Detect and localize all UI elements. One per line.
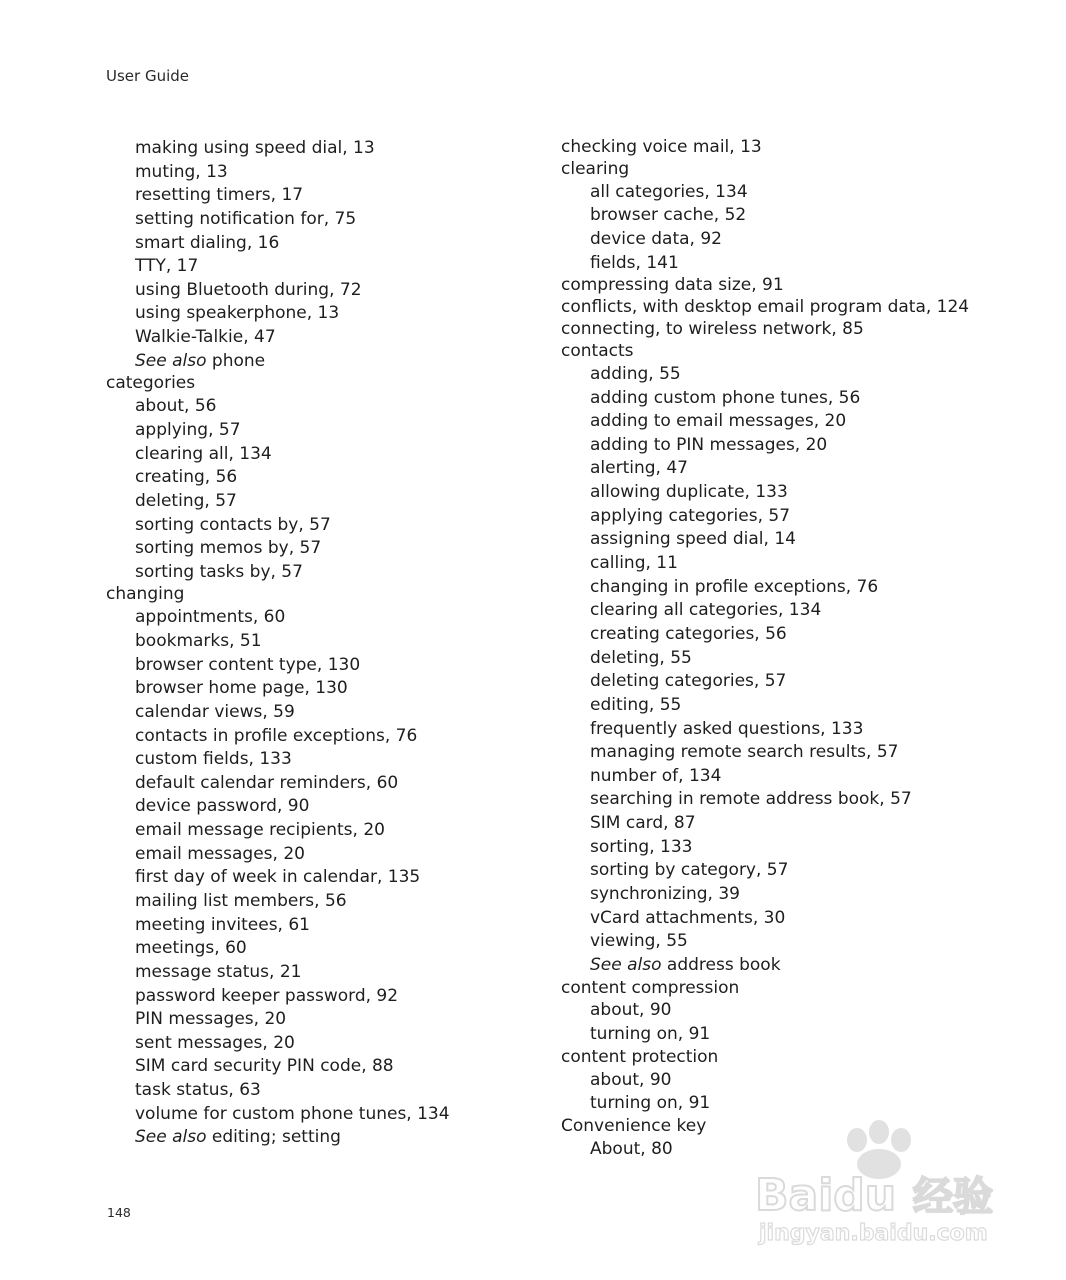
index-entry-text: smart dialing, 16 bbox=[135, 232, 280, 253]
index-entry-text: default calendar reminders, 60 bbox=[135, 772, 399, 793]
index-subentry bbox=[561, 434, 1041, 458]
index-subentry bbox=[561, 228, 1041, 252]
index-subentry bbox=[561, 718, 1041, 742]
index-entry-text: making using speed dial, 13 bbox=[135, 138, 375, 158]
index-entry-text: adding, 55 bbox=[590, 363, 681, 384]
index-subentry bbox=[561, 741, 1041, 765]
index-subentry bbox=[106, 537, 526, 561]
index-subentry bbox=[561, 954, 1041, 978]
index-entry-text: sorting contacts by, 57 bbox=[135, 514, 331, 535]
index-entry-text: phone bbox=[206, 350, 266, 371]
index-subentry bbox=[106, 701, 526, 725]
index-entry-text: adding to PIN messages, 20 bbox=[590, 434, 828, 455]
index-entry-text: using Bluetooth during, 72 bbox=[135, 279, 362, 300]
index-subentry bbox=[561, 252, 1041, 276]
index-entry-text: contacts in profile exceptions, 76 bbox=[135, 725, 418, 746]
index-entry-text: bookmarks, 51 bbox=[135, 630, 262, 651]
index-entry-text: SIM card security PIN code, 88 bbox=[135, 1056, 394, 1077]
index-entry-text: TTY, 17 bbox=[135, 256, 199, 277]
index-subentry bbox=[561, 907, 1041, 931]
index-entry-text: About, 80 bbox=[590, 1138, 673, 1159]
page-number: 148 bbox=[107, 1205, 131, 1220]
index-entry-text: alerting, 47 bbox=[590, 458, 688, 479]
index-heading bbox=[561, 1047, 1041, 1069]
index-entry-text: allowing duplicate, 133 bbox=[590, 482, 788, 503]
index-entry-text: volume for custom phone tunes, 134 bbox=[135, 1103, 450, 1124]
index-subentry bbox=[561, 647, 1041, 671]
index-entry-text: meetings, 60 bbox=[135, 938, 247, 959]
index-entry-text: viewing, 55 bbox=[590, 931, 688, 952]
index-entry-text: browser home page, 130 bbox=[135, 678, 348, 699]
index-subentry bbox=[561, 788, 1041, 812]
index-subentry bbox=[106, 443, 526, 467]
index-entry-text: number of, 134 bbox=[590, 765, 722, 786]
index-heading bbox=[106, 584, 526, 606]
index-subentry bbox=[106, 490, 526, 514]
index-entry-text: device password, 90 bbox=[135, 796, 310, 817]
index-entry-text: creating categories, 56 bbox=[590, 623, 787, 644]
index-subentry bbox=[106, 866, 526, 890]
index-subentry bbox=[561, 999, 1041, 1023]
index-entry-text: synchronizing, 39 bbox=[590, 884, 740, 904]
index-subentry bbox=[561, 576, 1041, 600]
index-entry-text: sorting, 133 bbox=[590, 836, 693, 857]
index-entry-text: content protection bbox=[561, 1046, 719, 1067]
index-subentry bbox=[106, 1126, 526, 1150]
index-entry-text: sorting by category, 57 bbox=[590, 860, 789, 881]
index-subentry bbox=[106, 279, 526, 303]
index-entry-text: managing remote search results, 57 bbox=[590, 742, 899, 763]
index-entry-text: sorting tasks by, 57 bbox=[135, 561, 303, 582]
index-entry-text: task status, 63 bbox=[135, 1080, 261, 1101]
see-also-label: See also bbox=[135, 350, 207, 371]
index-subentry bbox=[106, 395, 526, 419]
index-entry-text: connecting, to wireless network, 85 bbox=[561, 319, 864, 340]
index-subentry bbox=[561, 410, 1041, 434]
index-entry-text: applying, 57 bbox=[135, 419, 241, 440]
index-subentry bbox=[106, 819, 526, 843]
index-entry-text: deleting, 55 bbox=[590, 647, 692, 668]
index-column-left bbox=[106, 137, 526, 1150]
index-entry-text: muting, 13 bbox=[135, 161, 228, 182]
index-subentry bbox=[106, 606, 526, 630]
index-heading bbox=[561, 275, 1041, 297]
index-entry-text: changing in profile exceptions, 76 bbox=[590, 576, 879, 597]
index-entry-text: Walkie-Talkie, 47 bbox=[135, 327, 276, 348]
index-subentry bbox=[106, 302, 526, 326]
baidu-watermark bbox=[745, 1118, 1015, 1248]
index-entry-text: sent messages, 20 bbox=[135, 1032, 295, 1053]
index-subentry bbox=[561, 363, 1041, 387]
index-subentry bbox=[561, 552, 1041, 576]
index-subentry bbox=[106, 1079, 526, 1103]
index-entry-text: Convenience key bbox=[561, 1115, 707, 1136]
index-subentry bbox=[106, 725, 526, 749]
index-subentry bbox=[106, 1032, 526, 1056]
index-entry-text: email messages, 20 bbox=[135, 843, 305, 864]
index-entry-text: content compression bbox=[561, 977, 740, 998]
index-subentry bbox=[106, 961, 526, 985]
index-subentry bbox=[106, 654, 526, 678]
index-heading bbox=[561, 978, 1041, 1000]
index-entry-text: creating, 56 bbox=[135, 467, 238, 488]
index-subentry bbox=[561, 1023, 1041, 1047]
index-subentry bbox=[106, 843, 526, 867]
index-subentry bbox=[106, 255, 526, 279]
index-entry-text: calling, 11 bbox=[590, 553, 678, 574]
index-entry-text: applying categories, 57 bbox=[590, 505, 791, 526]
index-entry-text: fields, 141 bbox=[590, 252, 679, 273]
index-entry-text: resetting timers, 17 bbox=[135, 185, 304, 206]
see-also-label: See also bbox=[135, 1127, 207, 1148]
index-subentry bbox=[106, 890, 526, 914]
index-column-right bbox=[561, 137, 1041, 1161]
index-entry-text: clearing all, 134 bbox=[135, 443, 272, 464]
index-entry-text: address book bbox=[661, 954, 781, 975]
index-entry-text: calendar views, 59 bbox=[135, 701, 295, 722]
index-subentry bbox=[561, 883, 1041, 907]
index-entry-text: browser content type, 130 bbox=[135, 654, 361, 675]
index-subentry bbox=[106, 232, 526, 256]
index-entry-text: contacts bbox=[561, 341, 634, 362]
index-entry-text: checking voice mail, 13 bbox=[561, 137, 762, 157]
index-heading bbox=[561, 297, 1041, 319]
running-header: User Guide bbox=[106, 67, 190, 85]
index-subentry bbox=[561, 481, 1041, 505]
index-subentry bbox=[561, 1069, 1041, 1093]
index-entry-text: about, 90 bbox=[590, 1069, 672, 1090]
index-entry-text: deleting, 57 bbox=[135, 490, 237, 511]
index-heading bbox=[106, 373, 526, 395]
index-entry-text: clearing all categories, 134 bbox=[590, 600, 822, 621]
index-subentry bbox=[561, 181, 1041, 205]
index-entry-text: deleting categories, 57 bbox=[590, 671, 787, 692]
index-entry-text: editing; setting bbox=[206, 1127, 341, 1148]
index-subentry bbox=[561, 505, 1041, 529]
index-heading bbox=[561, 159, 1041, 181]
index-entry-text: appointments, 60 bbox=[135, 607, 286, 628]
index-entry-text: PIN messages, 20 bbox=[135, 1009, 287, 1030]
index-subentry bbox=[106, 1008, 526, 1032]
index-subentry bbox=[106, 326, 526, 350]
index-entry-text: frequently asked questions, 133 bbox=[590, 718, 864, 739]
index-subentry bbox=[561, 859, 1041, 883]
index-entry-text: mailing list members, 56 bbox=[135, 891, 347, 911]
index-entry-text: searching in remote address book, 57 bbox=[590, 789, 912, 810]
index-entry-text: setting notification for, 75 bbox=[135, 208, 357, 229]
index-subentry bbox=[561, 204, 1041, 228]
index-entry-text: browser cache, 52 bbox=[590, 205, 747, 226]
index-subentry bbox=[106, 350, 526, 374]
index-subentry bbox=[106, 914, 526, 938]
index-entry-text: password keeper password, 92 bbox=[135, 985, 399, 1006]
index-subentry bbox=[106, 514, 526, 538]
index-entry-text: sorting memos by, 57 bbox=[135, 538, 322, 559]
index-subentry bbox=[106, 630, 526, 654]
index-entry-text: message status, 21 bbox=[135, 961, 302, 982]
index-subentry bbox=[561, 670, 1041, 694]
index-subentry bbox=[106, 937, 526, 961]
index-subentry bbox=[561, 694, 1041, 718]
index-subentry bbox=[106, 419, 526, 443]
index-subentry bbox=[561, 623, 1041, 647]
index-subentry bbox=[561, 930, 1041, 954]
index-entry-text: about, 90 bbox=[590, 1000, 672, 1021]
index-heading bbox=[561, 137, 1041, 159]
index-heading bbox=[561, 341, 1041, 363]
see-also-label: See also bbox=[590, 954, 662, 975]
index-subentry bbox=[106, 208, 526, 232]
index-subentry bbox=[561, 599, 1041, 623]
index-entry-text: meeting invitees, 61 bbox=[135, 914, 310, 935]
index-subentry bbox=[106, 748, 526, 772]
index-subentry bbox=[561, 457, 1041, 481]
index-entry-text: adding to email messages, 20 bbox=[590, 411, 847, 432]
index-subentry bbox=[106, 1103, 526, 1127]
index-subentry bbox=[561, 387, 1041, 411]
index-entry-text: compressing data size, 91 bbox=[561, 275, 784, 296]
watermark-url: jingyan.baidu.com bbox=[759, 1221, 988, 1246]
index-entry-text: adding custom phone tunes, 56 bbox=[590, 387, 861, 408]
index-entry-text: changing bbox=[106, 584, 185, 605]
index-subentry bbox=[106, 161, 526, 185]
index-entry-text: device data, 92 bbox=[590, 229, 722, 250]
index-subentry bbox=[561, 836, 1041, 860]
index-subentry bbox=[106, 184, 526, 208]
index-entry-text: about, 56 bbox=[135, 396, 217, 417]
index-entry-text: turning on, 91 bbox=[590, 1093, 711, 1114]
index-entry-text: first day of week in calendar, 135 bbox=[135, 867, 421, 888]
index-subentry bbox=[106, 1055, 526, 1079]
index-entry-text: using speakerphone, 13 bbox=[135, 303, 340, 324]
index-subentry bbox=[561, 765, 1041, 789]
index-entry-text: clearing bbox=[561, 158, 630, 179]
index-entry-text: SIM card, 87 bbox=[590, 813, 696, 834]
baidu-logo-text: Baidu bbox=[755, 1170, 897, 1221]
index-heading bbox=[561, 319, 1041, 341]
index-subentry bbox=[106, 677, 526, 701]
index-entry-text: all categories, 134 bbox=[590, 181, 748, 202]
baidu-logo-cn-text: 经验 bbox=[913, 1174, 993, 1220]
index-entry-text: categories bbox=[106, 373, 196, 394]
index-subentry bbox=[106, 561, 526, 585]
index-subentry bbox=[106, 772, 526, 796]
index-subentry bbox=[561, 528, 1041, 552]
index-entry-text: turning on, 91 bbox=[590, 1024, 711, 1045]
index-subentry bbox=[106, 985, 526, 1009]
index-subentry bbox=[106, 137, 526, 161]
index-entry-text: vCard attachments, 30 bbox=[590, 907, 786, 928]
index-subentry bbox=[561, 812, 1041, 836]
index-entry-text: assigning speed dial, 14 bbox=[590, 529, 796, 550]
index-subentry bbox=[106, 795, 526, 819]
index-entry-text: editing, 55 bbox=[590, 694, 682, 715]
index-entry-text: custom fields, 133 bbox=[135, 749, 292, 770]
index-subentry bbox=[561, 1092, 1041, 1116]
index-entry-text: email message recipients, 20 bbox=[135, 820, 385, 841]
index-subentry bbox=[106, 466, 526, 490]
index-entry-text: conflicts, with desktop email program data, 124 bbox=[561, 297, 970, 318]
